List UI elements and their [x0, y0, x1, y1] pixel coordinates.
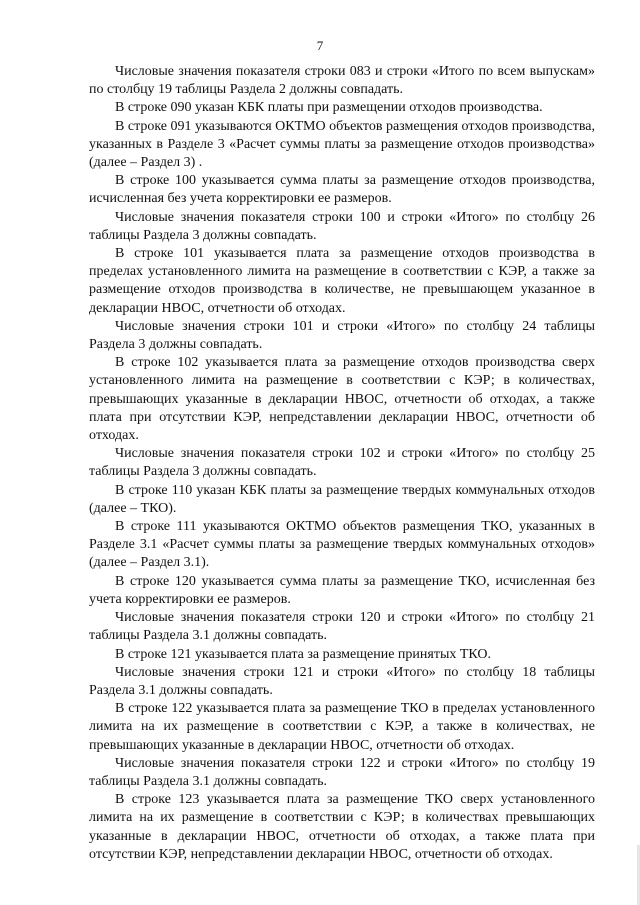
document-body [89, 63, 595, 864]
paragraph-9: Числовые значения показателя строки 102 и строки «Итого» по столбцу 25 таблицы Раздела 3 должны совпадать. [89, 446, 595, 480]
paragraph-16: В строке 122 указывается плата за размещение ТКО в пределах установленного лимита на их размещение в соответствии с КЭР, а также в количествах, не превышающих указанные в декларации НВОС, отчетности об отходах. [89, 701, 595, 753]
paragraph-3: В строке 091 указываются ОКТМО объектов размещения отходов производства, указанных в Разделе 3 «Расчет суммы платы за размещение отходов производства» (далее – Раздел 3) . [89, 118, 595, 171]
paragraph-11: В строке 111 указываются ОКТМО объектов размещения ТКО, указанных в Разделе 3.1 «Расчет суммы платы за размещение твердых коммунальных отходов» (далее – Раздел 3.1). [89, 519, 595, 571]
paragraph-18: В строке 123 указывается плата за размещение ТКО сверх установленного лимита на их размещение в соответствии с КЭР; в количествах превышающих указанные в декларации НВОС, отчетности об отходах, а также плата при отсутствии КЭР, непредставлении декларации НВОС, отчетности об отходах. [89, 792, 595, 862]
paragraph-6: В строке 101 указывается плата за размещение отходов производства в пределах установленного лимита на размещение в соответствии с КЭР, а также за размещение отходов производства в количестве, не превышающем указанное в декларации НВОС, отчетности об отходах. [89, 246, 595, 316]
paragraph-15: Числовые значения строки 121 и строки «Итого» по столбцу 18 таблицы Раздела 3.1 должны совпадать. [89, 664, 595, 698]
paragraph-12: В строке 120 указывается сумма платы за размещение ТКО, исчисленная без учета корректировки ее размеров. [89, 573, 595, 607]
paragraph-10: В строке 110 указан КБК платы за размещение твердых коммунальных отходов (далее – ТКО). [89, 482, 595, 516]
paragraph-8: В строке 102 указывается плата за размещение отходов производства сверх установленного лимита на размещение в соответствии с КЭР; в количествах, превышающих указанные в декларации НВОС, отчетности об отходах, а также плата при отсутствии КЭР, непредставлении декларации НВОС, отчетности об отходах. [89, 355, 595, 444]
paragraph-5: Числовые значения показателя строки 100 и строки «Итого» по столбцу 26 таблицы Раздела 3 должны совпадать. [89, 209, 595, 243]
page-number: 7 [316, 38, 324, 53]
paragraph-13: Числовые значения показателя строки 120 и строки «Итого» по столбцу 21 таблицы Раздела 3.1 должны совпадать. [89, 610, 595, 644]
paragraph-14: В строке 121 указывается плата за размещение принятых ТКО. [115, 646, 492, 662]
paragraph-17: Числовые значения показателя строки 122 и строки «Итого» по столбцу 19 таблицы Раздела 3.1 должны совпадать. [89, 755, 595, 789]
paragraph-2: В строке 090 указан КБК платы при размещении отходов производства. [115, 100, 543, 116]
paragraph-7: Числовые значения строки 101 и строки «Итого» по столбцу 24 таблицы Раздела 3 должны совпадать. [89, 318, 595, 353]
paragraph-4: В строке 100 указывается сумма платы за размещение отходов производства, исчисленная без учета корректировки ее размеров. [89, 173, 595, 207]
paragraph-1: Числовые значения показателя строки 083 и строки «Итого по всем выпускам» по столбцу 19 таблицы Раздела 2 должны совпадать. [89, 64, 595, 98]
